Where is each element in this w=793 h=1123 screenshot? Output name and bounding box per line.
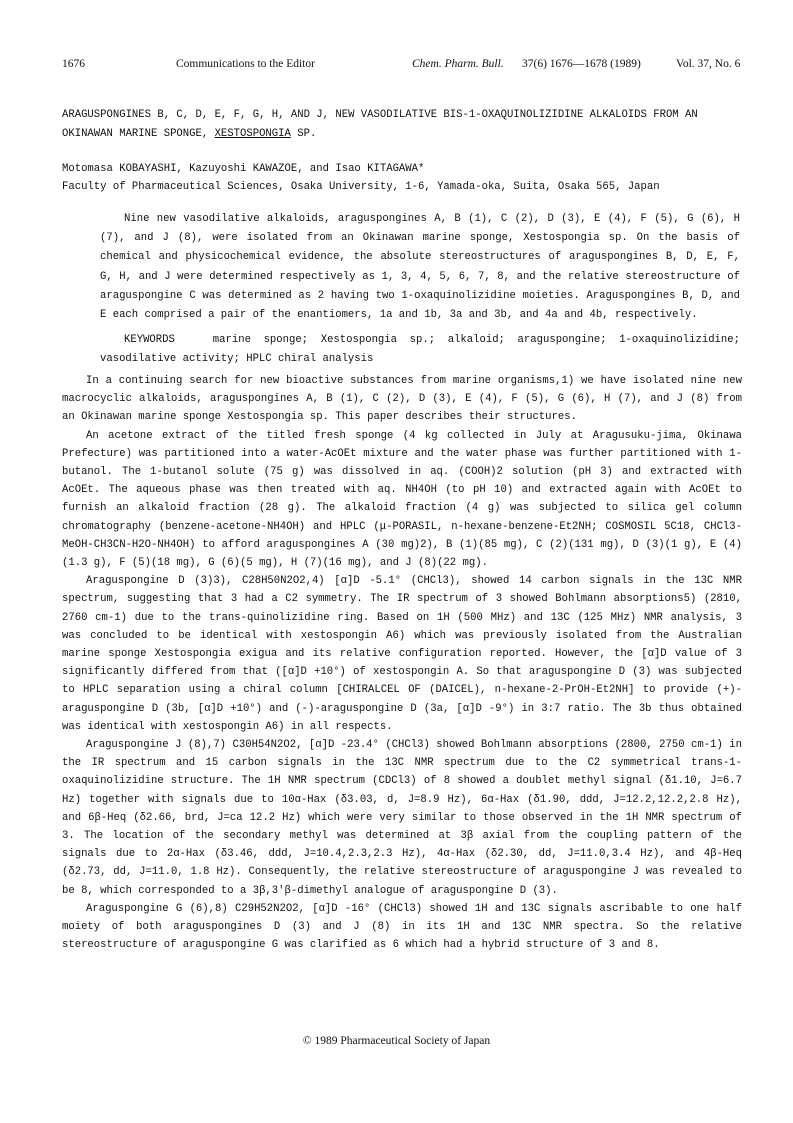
author-block: [62, 160, 742, 196]
keywords: [100, 331, 740, 369]
abstract: [100, 210, 740, 370]
journal-name: Chem. Pharm. Bull.: [412, 58, 504, 70]
body-paragraph: Araguspongine G (6),8) C29H52N2O2, [α]D -16° (CHCl3) showed 1H and 13C signals ascribable to one half moiety of both araguspongines D (3) and J (8) in its 1H and 13C NMR spectra. So the relative stereostructure of araguspongine G was clarified as 6 which had a hybrid structure of 3 and 8.: [62, 902, 742, 952]
section-label: Communications to the Editor: [176, 58, 315, 70]
body-paragraph: An acetone extract of the titled fresh sponge (4 kg collected in July at Aragusuku-jima, Okinawa Prefecture) was partitioned into a water-AcOEt mixture and the water phase was further partitioned with 1-butanol. The 1-butanol solute (75 g) was dissolved in aq. (COOH)2 solution (pH 3) and extracted with AcOEt. The aqueous phase was then treated with aq. NH4OH (to pH 10) and extracted again with AcOEt to furnish an alkaloid fraction (28 g). The alkaloid fraction (4 g) was subjected to silica gel column chromatography (benzene-acetone-NH4OH) and HPLC (μ-PORASIL, n-hexane-benzene-Et2NH; COSMOSIL 5C18, CHCl3-MeOH-CH3CN-H2O-NH4OH) to afford araguspongines A (30 mg)2), B (1)(85 mg), C (2)(131 mg), D (3)(1 g), E (4) (1.3 g), F (5)(18 mg), G (6)(5 mg), H (7)(16 mg), and J (8)(22 mg).: [62, 429, 742, 570]
volume-label: Vol. 37, No. 6: [676, 58, 741, 70]
author-names: Motomasa KOBAYASHI, Kazuyoshi KAWAZOE, and Isao KITAGAWA*: [62, 163, 425, 175]
title-line-2: OKINAWAN MARINE SPONGE, XESTOSPONGIA SP.: [62, 128, 317, 140]
article-title: [62, 106, 742, 144]
keywords-list: marine sponge; Xestospongia sp.; alkaloid; araguspongine; 1-oxaquinolizidine; vasodilative activity; HPLC chiral analysis: [100, 334, 740, 366]
keywords-label: KEYWORDS: [124, 334, 175, 347]
body-paragraph: Araguspongine D (3)3), C28H50N2O2,4) [α]D -5.1° (CHCl3), showed 14 carbon signals in the 13C NMR spectrum, suggesting that 3 had a C2 symmetry. The IR spectrum of 3 showed Bohlmann absorptions5) (2810, 2760 cm-1) due to the trans-quinolizidine ring. Based on 1H (500 MHz) and 13C (125 MHz) NMR analysis, 3 was concluded to be identical with xestospongin A6) which was previously isolated from the Australian marine sponge Xestospongia exigua and its relative configuration reported. However, the [α]D value of 3 significantly differed from that ([α]D +10°) of xestospongin A. So that araguspongine D (3) was subjected to HPLC separation using a chiral column [CHIRALCEL OF (DAICEL), n-hexane-2-PrOH-Et2NH] to provide (+)-araguspongine D (3b, [α]D +10°) and (-)-araguspongine D (3a, [α]D -9°) in 3:7 ratio. The 3b thus obtained was identical with xestospongin A6) in all respects.: [62, 575, 742, 733]
page-number: 1676: [62, 58, 85, 70]
running-header: [0, 58, 793, 78]
copyright-footer: © 1989 Pharmaceutical Society of Japan: [302, 1035, 491, 1047]
title-line-1: ARAGUSPONGINES B, C, D, E, F, G, H, AND J, NEW VASODILATIVE BIS-1-OXAQUINOLIZIDINE ALKALOIDS FROM AN: [62, 109, 698, 121]
author-affiliation: Faculty of Pharmaceutical Sciences, Osaka University, 1-6, Yamada-oka, Suita, Osaka 565, Japan: [62, 181, 660, 193]
abstract-text: Nine new vasodilative alkaloids, araguspongines A, B (1), C (2), D (3), E (4), F (5), G (6), H (7), and J (8), were isolated from an Okinawan marine sponge, Xestospongia sp. On the basis of chemical and physicochemical evidence, the absolute stereostructures of araguspongines B, D, E, F, G, H, and J were determined respectively as 1, 3, 4, 5, 6, 7, 8, and the relative stereostructure of araguspongine C was determined as 2 having two 1-oxaquinolizidine moieties. Araguspongines B, D, and E each comprised a pair of the enantiomers, 1a and 1b, 3a and 3b, and 4a and 4b, respectively.: [100, 213, 740, 322]
journal-citation: 37(6) 1676—1678 (1989): [522, 58, 641, 70]
body-paragraph: Araguspongine J (8),7) C30H54N2O2, [α]D -23.4° (CHCl3) showed Bohlmann absorptions (2800, 2750 cm-1) in the IR spectrum and 15 carbon signals in the 13C NMR spectrum due to the C2 symmetrical trans-1-oxaquinolizidine structure. The 1H NMR spectrum (CDCl3) of 8 showed a doublet methyl signal (δ1.10, J=6.7 Hz) together with signals due to 10α-Hax (δ3.03, d, J=8.9 Hz), 6α-Hax (δ1.90, ddd, J=12.2,12.2,2.8 Hz), and 6β-Heq (δ2.66, brd, J=ca 12.2 Hz) which were very similar to those observed in the 1H NMR spectrum of 3. The location of the secondary methyl was determined at 3β axial from the coupling pattern of the signals due to 2α-Hax (δ3.46, ddd, J=10.4,2.3,2.3 Hz), 4α-Hax (δ2.30, dd, J=11.0,3.4 Hz), and 4β-Heq (δ2.73, dd, J=11.0, 1.8 Hz). Consequently, the relative stereostructure of araguspongine J was revealed to be 8, which corresponded to a 3β,3'β-dimethyl analogue of araguspongine D (3).: [62, 739, 742, 897]
article-body: [62, 372, 742, 955]
body-paragraph: In a continuing search for new bioactive substances from marine organisms,1) we have isolated nine new macrocyclic alkaloids, araguspongines A, B (1), C (2), D (3), E (4), F (5), G (6), H (7), and J (8) from an Okinawan marine sponge Xestospongia sp. This paper describes their structures.: [62, 375, 742, 424]
